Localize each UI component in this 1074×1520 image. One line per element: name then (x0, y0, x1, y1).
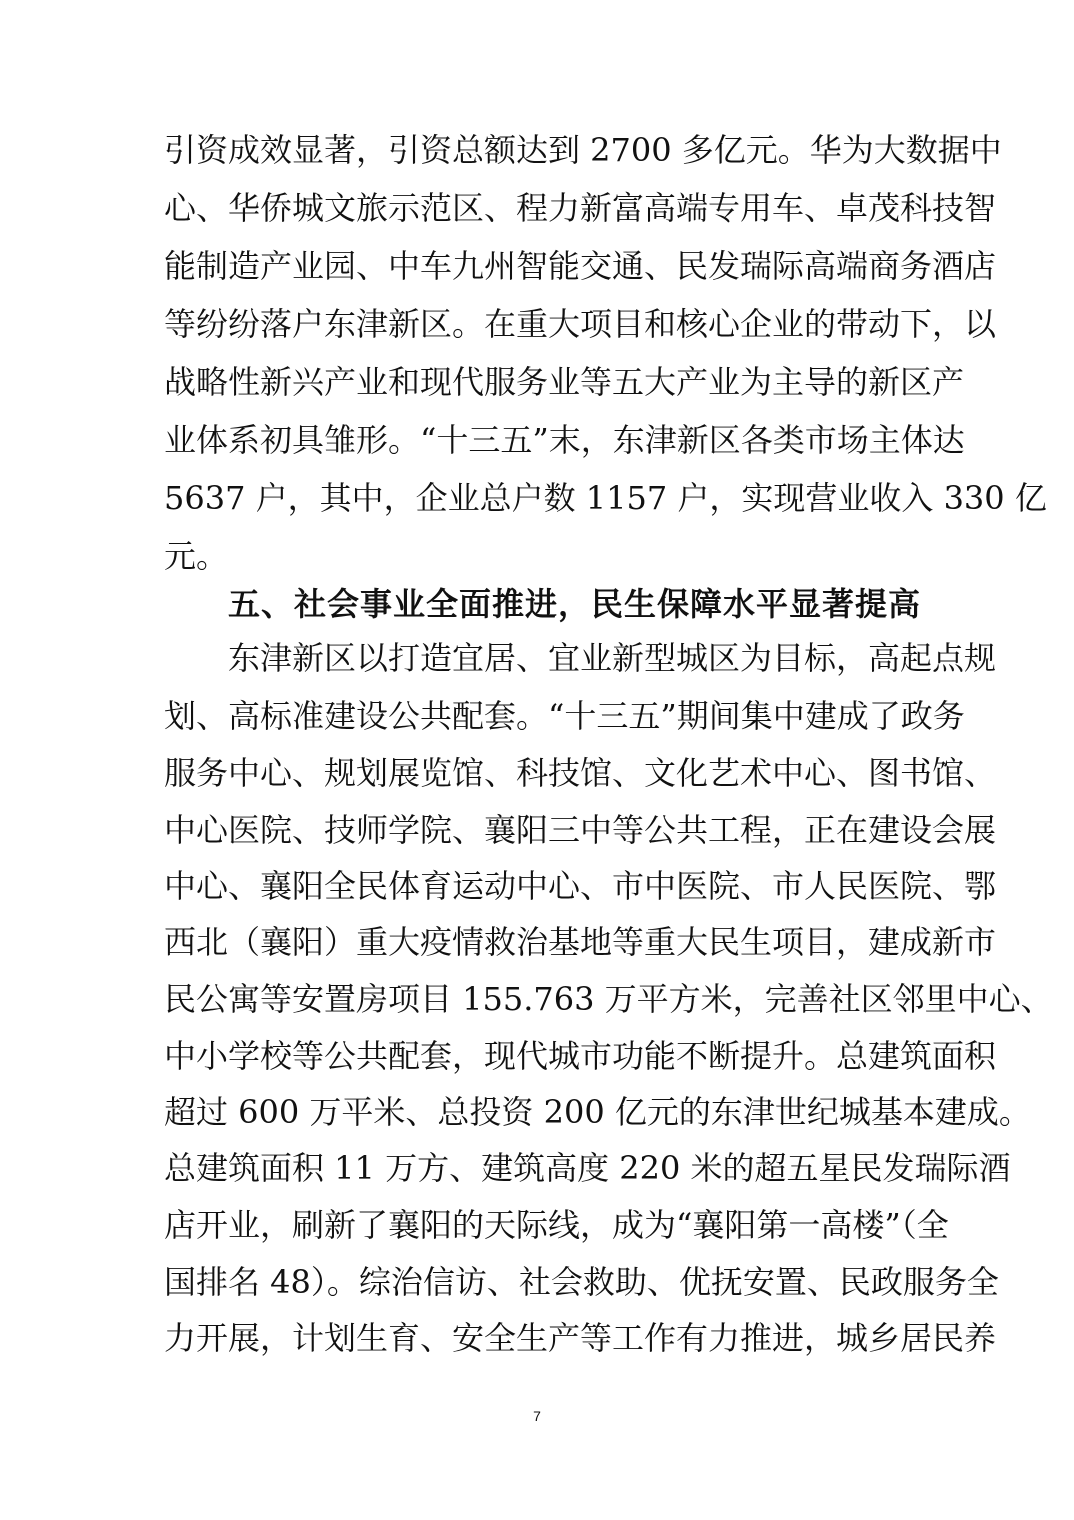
paragraph-2-line-11: 店开业，刷新了襄阳的天际线，成为“襄阳第一高楼”（全 (164, 1206, 949, 1244)
paragraph-2-line-3: 服务中心、规划展览馆、科技馆、文化艺术中心、图书馆、 (164, 754, 997, 792)
paragraph-1-line-7: 5637 户，其中，企业总户数 1157 户，实现营业收入 330 亿 (164, 479, 1047, 517)
page-number: 7 (533, 1408, 541, 1424)
paragraph-2-line-2: 划、高标准建设公共配套。“十三五”期间集中建成了政务 (164, 697, 965, 735)
paragraph-1-line-8: 元。 (164, 537, 229, 575)
paragraph-2-line-6: 西北（襄阳）重大疫情救治基地等重大民生项目，建成新市 (164, 923, 997, 961)
paragraph-1-line-2: 心、华侨城文旅示范区、程力新富高端专用车、卓茂科技智 (164, 189, 997, 227)
section-heading: 五、社会事业全面推进，民生保障水平显著提高 (228, 585, 922, 623)
paragraph-1-line-6: 业体系初具雏形。“十三五”末，东津新区各类市场主体达 (164, 421, 965, 459)
paragraph-2-line-1: 东津新区以打造宜居、宜业新型城区为目标，高起点规 (228, 639, 997, 677)
paragraph-1-line-1: 引资成效显著，引资总额达到 2700 多亿元。华为大数据中 (164, 131, 1002, 169)
paragraph-1-line-5: 战略性新兴产业和现代服务业等五大产业为主导的新区产 (164, 363, 965, 401)
paragraph-1-line-3: 能制造产业园、中车九州智能交通、民发瑞际高端商务酒店 (164, 247, 997, 285)
paragraph-2-line-10: 总建筑面积 11 万方、建筑高度 220 米的超五星民发瑞际酒 (164, 1149, 1011, 1187)
paragraph-2-line-5: 中心、襄阳全民体育运动中心、市中医院、市人民医院、鄂 (164, 867, 997, 905)
paragraph-2-line-9: 超过 600 万平米、总投资 200 亿元的东津世纪城基本建成。 (164, 1093, 1031, 1131)
paragraph-2-line-4: 中心医院、技师学院、襄阳三中等公共工程，正在建设会展 (164, 811, 997, 849)
paragraph-2-line-7: 民公寓等安置房项目 155.763 万平方米，完善社区邻里中心、 (164, 980, 1053, 1018)
paragraph-2-line-8: 中小学校等公共配套，现代城市功能不断提升。总建筑面积 (164, 1037, 997, 1075)
paragraph-2-line-13: 力开展，计划生育、安全生产等工作有力推进，城乡居民养 (164, 1319, 997, 1357)
paragraph-1-line-4: 等纷纷落户东津新区。在重大项目和核心企业的带动下，以 (164, 305, 997, 343)
paragraph-2-line-12: 国排名 48）。综治信访、社会救助、优抚安置、民政服务全 (164, 1263, 999, 1301)
